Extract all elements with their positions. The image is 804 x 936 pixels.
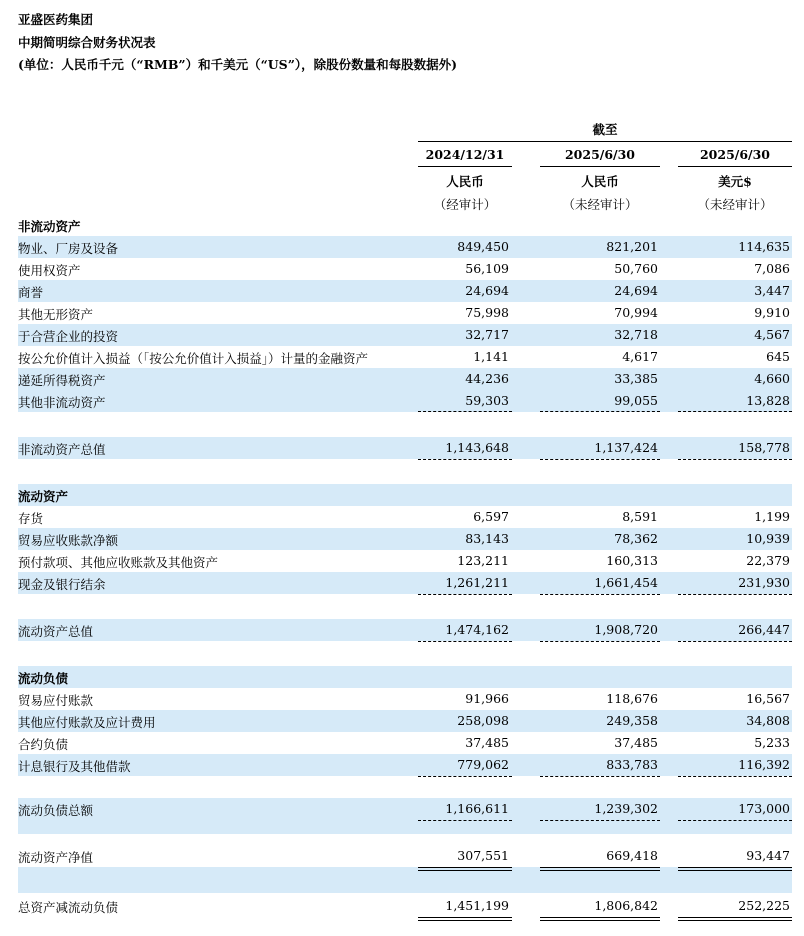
value-2025-usd: 158,778: [738, 440, 790, 455]
value-2024: 32,717: [465, 327, 509, 342]
value-2025-usd: 266,447: [738, 622, 790, 637]
table-row: [18, 390, 792, 412]
row-label: 合约负债: [18, 737, 69, 752]
total-rule: [418, 459, 512, 460]
double-rule: [418, 917, 512, 918]
subtotal-rule: [678, 411, 792, 412]
table-row: [18, 688, 792, 710]
table-row: [18, 732, 792, 754]
section-label: 流动负债: [18, 671, 69, 686]
double-rule: [678, 870, 792, 871]
value-2024: 37,485: [465, 735, 509, 750]
subtotal-rule: [540, 776, 660, 777]
col2-currency: 人民币: [581, 174, 619, 189]
section-label: 非流动资产: [18, 219, 81, 234]
value-2025-usd: 4,567: [754, 327, 790, 342]
spacer-row: [18, 820, 792, 834]
as-of-header: 截至: [592, 122, 618, 137]
value-2024: 1,451,199: [445, 898, 509, 913]
table-row: [18, 368, 792, 390]
value-2025-rmb: 821,201: [606, 239, 658, 254]
value-2025-rmb: 33,385: [614, 371, 658, 386]
value-2025-usd: 16,567: [746, 691, 790, 706]
value-2024: 1,141: [473, 349, 509, 364]
total-rule: [678, 459, 792, 460]
value-2025-rmb: 24,694: [614, 283, 658, 298]
row-label: 其他无形资产: [18, 307, 94, 322]
subtotal-rule: [678, 594, 792, 595]
double-rule: [540, 870, 660, 871]
value-2025-rmb: 1,661,454: [594, 575, 658, 590]
value-2025-usd: 9,910: [754, 305, 790, 320]
value-2024: 779,062: [457, 757, 509, 772]
col3-currency: 美元$: [718, 174, 752, 189]
row-label: 存货: [18, 511, 44, 526]
value-2025-rmb: 669,418: [606, 848, 658, 863]
total-rule: [418, 820, 512, 821]
subtotal-rule: [418, 776, 512, 777]
value-2025-usd: 10,939: [746, 531, 790, 546]
value-2024: 1,166,611: [445, 801, 509, 816]
row-label: 流动资产净值: [18, 850, 94, 865]
section-non-current-assets: [18, 214, 792, 236]
value-2025-usd: 4,660: [754, 371, 790, 386]
double-rule: [418, 920, 512, 921]
value-2025-rmb: 78,362: [614, 531, 658, 546]
value-2025-usd: 114,635: [738, 239, 790, 254]
double-rule: [418, 867, 512, 868]
value-2025-rmb: 8,591: [622, 509, 658, 524]
value-2024: 1,143,648: [445, 440, 509, 455]
col3-audit: （未经审计）: [697, 197, 773, 212]
col3-date: 2025/6/30: [699, 147, 770, 162]
row-label: 递延所得税资产: [18, 373, 106, 388]
value-2024: 56,109: [465, 261, 509, 276]
value-2025-rmb: 833,783: [606, 757, 658, 772]
row-label: 现金及银行结余: [18, 577, 106, 592]
table-row: [18, 572, 792, 594]
section-current-assets: [18, 484, 792, 506]
total-rule: [418, 641, 512, 642]
value-2024: 6,597: [473, 509, 509, 524]
total-rule: [540, 459, 660, 460]
value-2025-rmb: 32,718: [614, 327, 658, 342]
table-row: [18, 550, 792, 572]
col1-date: 2024/12/31: [425, 147, 505, 162]
value-2025-usd: 116,392: [738, 757, 790, 772]
table-row: [18, 754, 792, 776]
value-2025-usd: 93,447: [746, 848, 790, 863]
value-2024: 75,998: [465, 305, 509, 320]
total-row: [18, 845, 792, 867]
table-row: [18, 302, 792, 324]
value-2025-rmb: 50,760: [614, 261, 658, 276]
value-2025-usd: 34,808: [746, 713, 790, 728]
col2-audit: （未经审计）: [562, 197, 638, 212]
value-2025-rmb: 249,358: [606, 713, 658, 728]
subtotal-rule: [540, 411, 660, 412]
value-2024: 258,098: [457, 713, 509, 728]
col1-date-rule: [418, 166, 512, 167]
value-2025-rmb: 1,239,302: [594, 801, 658, 816]
value-2025-usd: 252,225: [738, 898, 790, 913]
value-2025-rmb: 1,806,842: [594, 898, 658, 913]
value-2024: 307,551: [457, 848, 509, 863]
subtotal-rule: [678, 776, 792, 777]
value-2025-rmb: 70,994: [614, 305, 658, 320]
value-2025-rmb: 160,313: [606, 553, 658, 568]
value-2025-usd: 645: [766, 349, 790, 364]
double-rule: [678, 917, 792, 918]
section-label: 流动资产: [18, 489, 69, 504]
row-label: 商誉: [18, 285, 44, 300]
table-row: [18, 346, 792, 368]
row-label: 计息银行及其他借款: [18, 759, 131, 774]
value-2025-usd: 7,086: [754, 261, 790, 276]
table-row: [18, 236, 792, 258]
section-current-liabilities: [18, 666, 792, 688]
value-2025-rmb: 1,908,720: [594, 622, 658, 637]
row-label: 贸易应收账款净额: [18, 533, 119, 548]
value-2024: 1,261,211: [445, 575, 509, 590]
total-row: [18, 437, 792, 459]
row-label: 其他应付账款及应计费用: [18, 715, 156, 730]
value-2024: 91,966: [465, 691, 509, 706]
header-rule: [418, 141, 792, 142]
statement-title: 中期简明综合财务状况表: [18, 35, 156, 50]
table-row: [18, 506, 792, 528]
table-row: [18, 324, 792, 346]
col1-currency: 人民币: [446, 174, 484, 189]
row-label: 流动资产总值: [18, 624, 94, 639]
table-row: [18, 528, 792, 550]
value-2025-usd: 231,930: [738, 575, 790, 590]
double-rule: [678, 867, 792, 868]
value-2024: 123,211: [457, 553, 509, 568]
row-label: 于合营企业的投资: [18, 329, 119, 344]
double-rule: [540, 917, 660, 918]
value-2025-usd: 1,199: [754, 509, 790, 524]
row-label: 其他非流动资产: [18, 395, 106, 410]
total-rule: [678, 641, 792, 642]
row-label: 预付款项、其他应收账款及其他资产: [18, 555, 219, 570]
row-label: 使用权资产: [18, 263, 81, 278]
spacer-row: [18, 867, 792, 893]
row-label: 非流动资产总值: [18, 442, 106, 457]
value-2025-usd: 22,379: [746, 553, 790, 568]
col3-date-rule: [678, 166, 792, 167]
table-row: [18, 710, 792, 732]
double-rule: [540, 920, 660, 921]
value-2025-rmb: 1,137,424: [594, 440, 658, 455]
value-2024: 849,450: [457, 239, 509, 254]
value-2024: 59,303: [465, 393, 509, 408]
table-row: [18, 258, 792, 280]
total-row: [18, 798, 792, 820]
total-rule: [678, 820, 792, 821]
col2-date-rule: [540, 166, 660, 167]
value-2024: 83,143: [465, 531, 509, 546]
value-2025-rmb: 99,055: [614, 393, 658, 408]
value-2024: 24,694: [465, 283, 509, 298]
double-rule: [678, 920, 792, 921]
total-row: [18, 619, 792, 641]
double-rule: [540, 867, 660, 868]
row-label: 贸易应付账款: [18, 693, 94, 708]
row-label: 按公允价值计入损益（「按公允价值计入损益」）计量的金融资产: [18, 351, 369, 366]
subtotal-rule: [418, 594, 512, 595]
value-2024: 1,474,162: [445, 622, 509, 637]
total-row: [18, 895, 792, 917]
unit-note: (单位：人民币千元（“RMB”）和千美元（“US”），除股份数量和每股数据外): [18, 57, 458, 72]
total-rule: [540, 641, 660, 642]
value-2025-rmb: 37,485: [614, 735, 658, 750]
double-rule: [418, 870, 512, 871]
value-2025-usd: 13,828: [746, 393, 790, 408]
row-label: 物业、厂房及设备: [18, 241, 119, 256]
value-2025-rmb: 4,617: [622, 349, 658, 364]
value-2025-usd: 5,233: [754, 735, 790, 750]
company-name: 亚盛医药集团: [18, 12, 94, 27]
subtotal-rule: [540, 594, 660, 595]
col2-date: 2025/6/30: [564, 147, 635, 162]
total-rule: [540, 820, 660, 821]
value-2024: 44,236: [465, 371, 509, 386]
col1-audit: （经审计）: [433, 197, 497, 212]
row-label: 流动负债总额: [18, 803, 94, 818]
table-row: [18, 280, 792, 302]
value-2025-usd: 3,447: [754, 283, 790, 298]
value-2025-usd: 173,000: [738, 801, 790, 816]
row-label: 总资产减流动负债: [18, 900, 119, 915]
subtotal-rule: [418, 411, 512, 412]
value-2025-rmb: 118,676: [606, 691, 658, 706]
